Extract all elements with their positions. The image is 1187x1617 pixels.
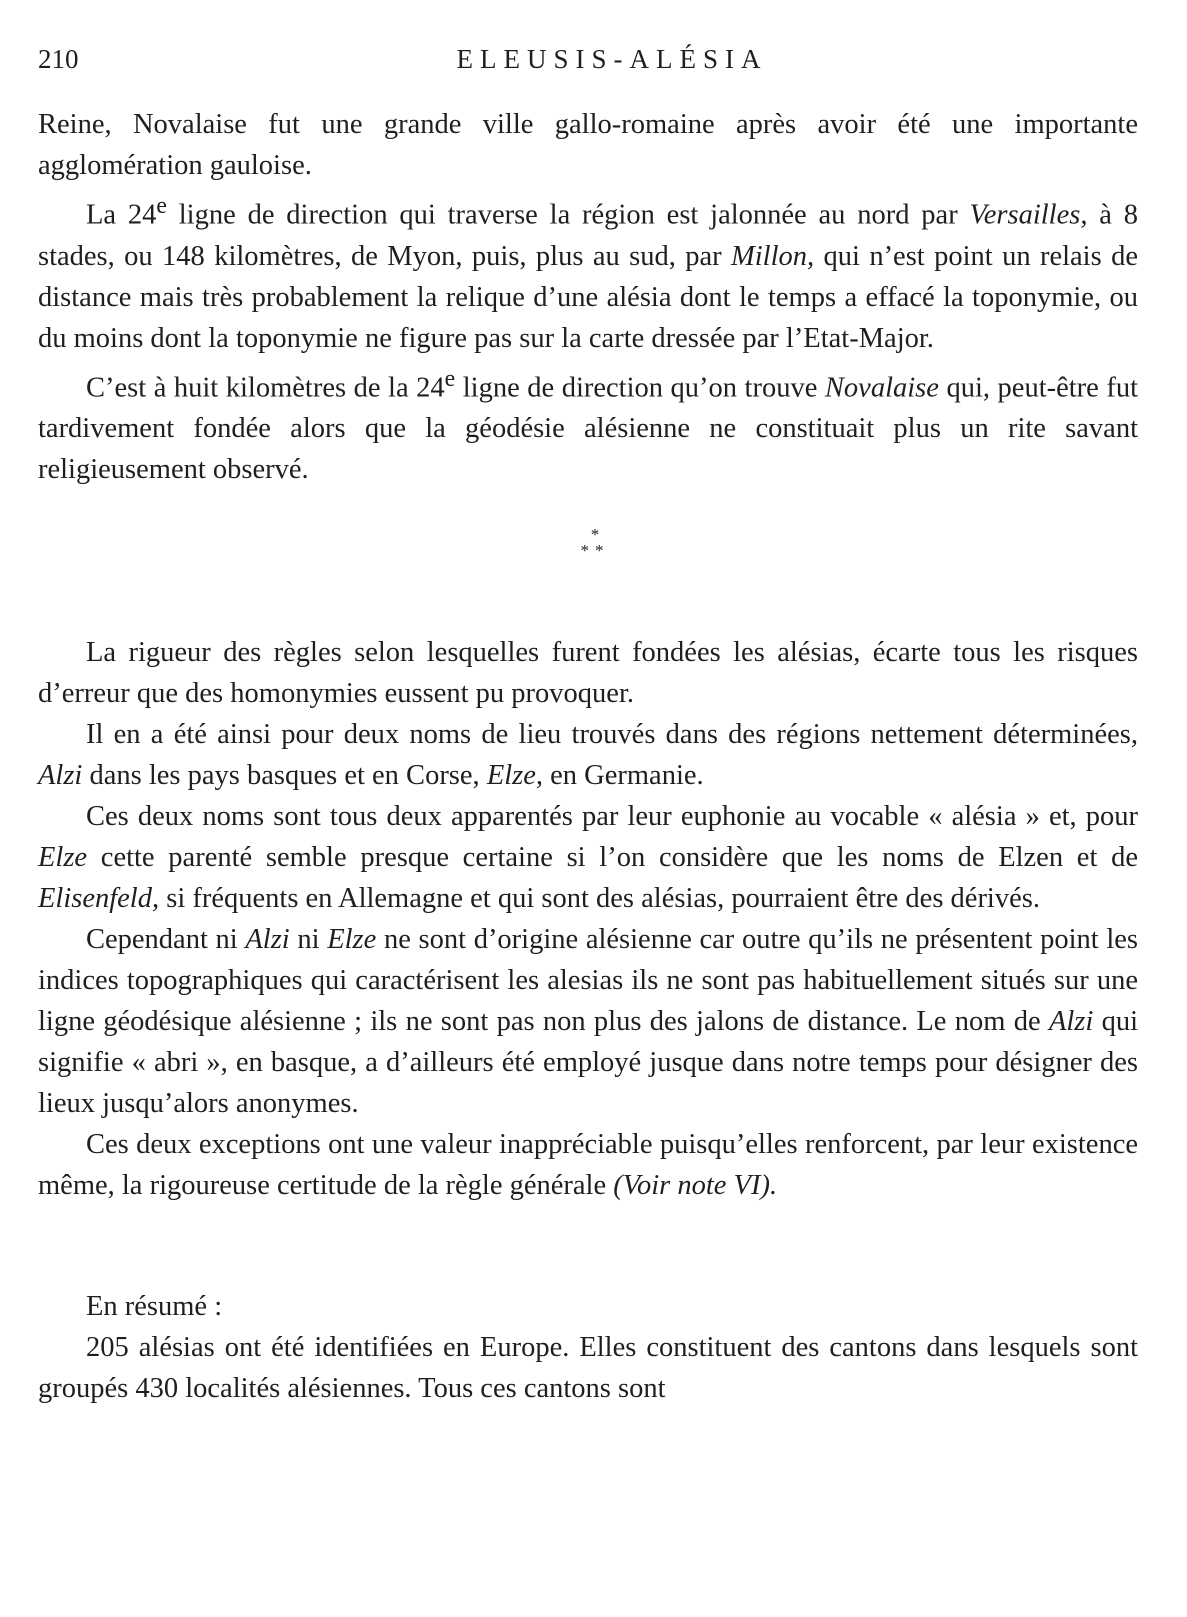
paragraph-7	[38, 919, 1138, 1124]
paragraph-2-text-1: La 24	[86, 199, 157, 231]
paragraph-5-text-2: dans les pays basques et en Corse,	[82, 760, 487, 791]
note-reference: (Voir note VI).	[613, 1170, 778, 1201]
page-header	[38, 44, 1138, 84]
place-name-versailles: Versailles,	[969, 199, 1088, 231]
place-name-elze: Elze	[38, 842, 88, 873]
ordinal-superscript: e	[156, 193, 167, 219]
paragraph-5	[38, 714, 1138, 796]
paragraph-6-text-2: cette parenté semble presque certaine si l’on considère que les noms de Elzen et de	[87, 842, 1138, 873]
paragraph-1-text: Reine, Novalaise fut une grande ville gallo-romaine après avoir été une importante agglomération gauloise.	[38, 109, 1138, 181]
paragraph-1	[38, 104, 1138, 186]
paragraph-8	[38, 1124, 1138, 1206]
asterism-top-star: *	[590, 525, 600, 544]
place-name-elze: Elze	[327, 924, 377, 955]
paragraph-8-text-1: Ces deux exceptions ont une valeur inappréciable puisqu’elles renforcent, par leur existence même, la rigoureuse certitude de la règle générale	[38, 1129, 1138, 1201]
paragraph-2-text-2: ligne de direction qui traverse la région est jalonnée au nord par	[166, 199, 970, 231]
paragraph-6-text-1: Ces deux noms sont tous deux apparentés par leur euphonie au vocable « alésia » et, pour	[86, 801, 1138, 832]
place-name-millon: Millon,	[731, 240, 815, 272]
paragraph-10-text: 205 alésias ont été identifiées en Europe. Elles constituent des cantons dans lesquels sont groupés 430 localités alésiennes. Tous ces cantons sont	[38, 1332, 1138, 1404]
paragraph-2-text-3: à 8 stades, ou 148 kilomètres, de Myon, puis, plus au sud, par	[38, 199, 1139, 272]
place-name-alzi: Alzi	[245, 924, 290, 955]
paragraph-3-text-1: C’est à huit kilomètres de la 24	[86, 372, 445, 403]
paragraph-3	[38, 359, 1138, 491]
summary-heading: En résumé :	[86, 1291, 223, 1322]
place-name-elisenfeld: Elisenfeld,	[38, 883, 160, 914]
page-number: 210	[38, 44, 79, 74]
section-gap	[38, 1206, 1138, 1286]
paragraph-7-text-4: qui signifie « abri », en basque, a d’ailleurs été employé jusque dans notre temps pour désigner des lieux jusqu’alors anonymes.	[38, 1006, 1138, 1119]
place-name-alzi: Alzi	[1048, 1006, 1094, 1037]
paragraph-3-text-3: qui, peut-être fut tardivement fondée alors que la géodésie alésienne ne constituait plus un rite savant religieusement observé.	[38, 372, 1139, 485]
paragraph-7-text-3: ne sont d’origine alésienne car outre qu’ils ne présentent point les indices topographiques qui caractérisent les alesias ils ne sont pas habituellement situés sur une ligne géodésique alésienne ; ils ne sont pas non plus des jalons de distance. Le nom de	[38, 924, 1139, 1037]
paragraph-10	[38, 1327, 1138, 1409]
paragraph-9	[38, 1286, 1138, 1327]
ordinal-superscript: e	[444, 365, 456, 392]
place-name-elze: Elze,	[486, 760, 544, 791]
paragraph-4	[38, 632, 1138, 714]
paragraph-5-text-1: Il en a été ainsi pour deux noms de lieu trouvés dans des régions nettement déterminées,	[86, 719, 1138, 750]
paragraph-2	[38, 186, 1138, 359]
paragraph-6-text-3: si fréquents en Allemagne et qui sont des alésias, pourraient être des dérivés.	[159, 883, 1040, 914]
body-text	[38, 104, 1138, 1409]
paragraph-7-text-2: ni	[289, 924, 328, 955]
place-name-alzi: Alzi	[38, 760, 83, 791]
paragraph-4-text: La rigueur des règles selon lesquelles furent fondées les alésias, écarte tous les risques d’erreur que des homonymies eussent pu provoquer.	[38, 637, 1138, 709]
paragraph-3-text-2: ligne de direction qu’on trouve	[455, 372, 825, 403]
place-name-novalaise: Novalaise	[824, 372, 939, 403]
asterism-bottom-stars: **	[580, 541, 610, 560]
paragraph-7-text-1: Cependant ni	[86, 924, 246, 955]
paragraph-2-text-4: qui n’est point un relais de distance mais très probablement la relique d’une alésia dont le temps a effacé la toponymie, ou du moins dont la toponymie ne figure pas sur la carte dressée par l’Etat-Major.	[38, 240, 1138, 354]
paragraph-6	[38, 796, 1138, 919]
running-title: ELEUSIS-ALÉSIA	[456, 44, 768, 74]
asterism-divider	[38, 490, 1138, 632]
paragraph-5-text-3: en Germanie.	[543, 760, 704, 791]
